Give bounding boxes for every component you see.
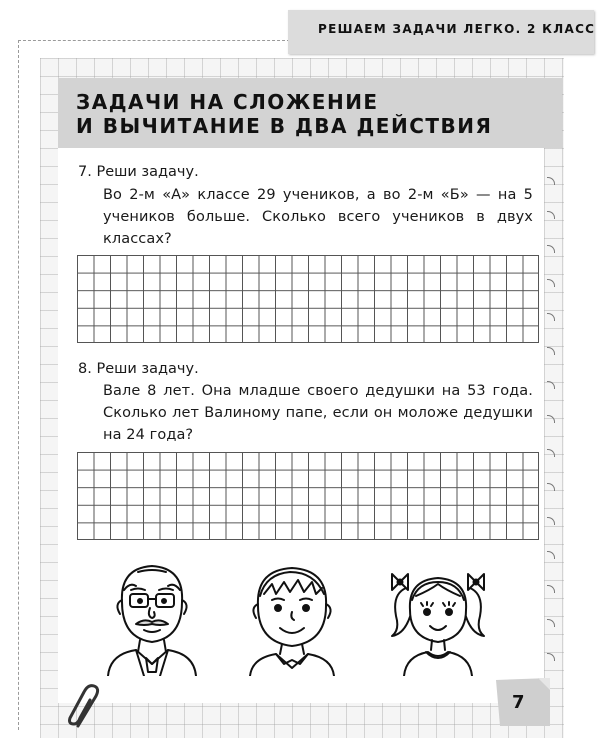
dashed-border-left xyxy=(18,40,19,730)
task-7-text: Во 2-м «А» классе 29 учеников, а во 2-м «Б» — на 5 учеников больше. Сколько всего учеников в двух классах? xyxy=(103,187,533,247)
task-8-number: 8. xyxy=(78,361,92,377)
section-title-line-2: И ВЫЧИТАНИЕ В ДВА ДЕЙСТВИЯ xyxy=(76,114,493,138)
task-8-heading xyxy=(78,360,199,378)
task-7-instruction: Реши задачу. xyxy=(96,164,199,180)
task-7-answer-grid[interactable] xyxy=(77,255,539,343)
task-8-instruction: Реши задачу. xyxy=(96,361,199,377)
boy-drawing xyxy=(250,568,334,676)
series-title: РЕШАЕМ ЗАДАЧИ ЛЕГКО. 2 КЛАСС xyxy=(318,22,596,36)
dashed-border-top xyxy=(18,40,290,41)
page-number: 7 xyxy=(512,692,525,713)
task-7-number: 7. xyxy=(78,164,92,180)
family-illustrations xyxy=(100,560,500,676)
section-title-line-1: ЗАДАЧИ НА СЛОЖЕНИЕ xyxy=(76,90,379,114)
task-7-heading xyxy=(78,163,199,181)
task-8-text: Вале 8 лет. Она младше своего дедушки на 53 года. Сколько лет Валиному папе, если он моложе дедушки на 24 года? xyxy=(103,383,533,443)
section-title xyxy=(76,90,492,138)
grandfather-drawing xyxy=(108,566,196,676)
girl-drawing xyxy=(392,574,484,676)
task-8-answer-grid[interactable] xyxy=(77,452,539,540)
paperclip-icon xyxy=(66,682,106,728)
